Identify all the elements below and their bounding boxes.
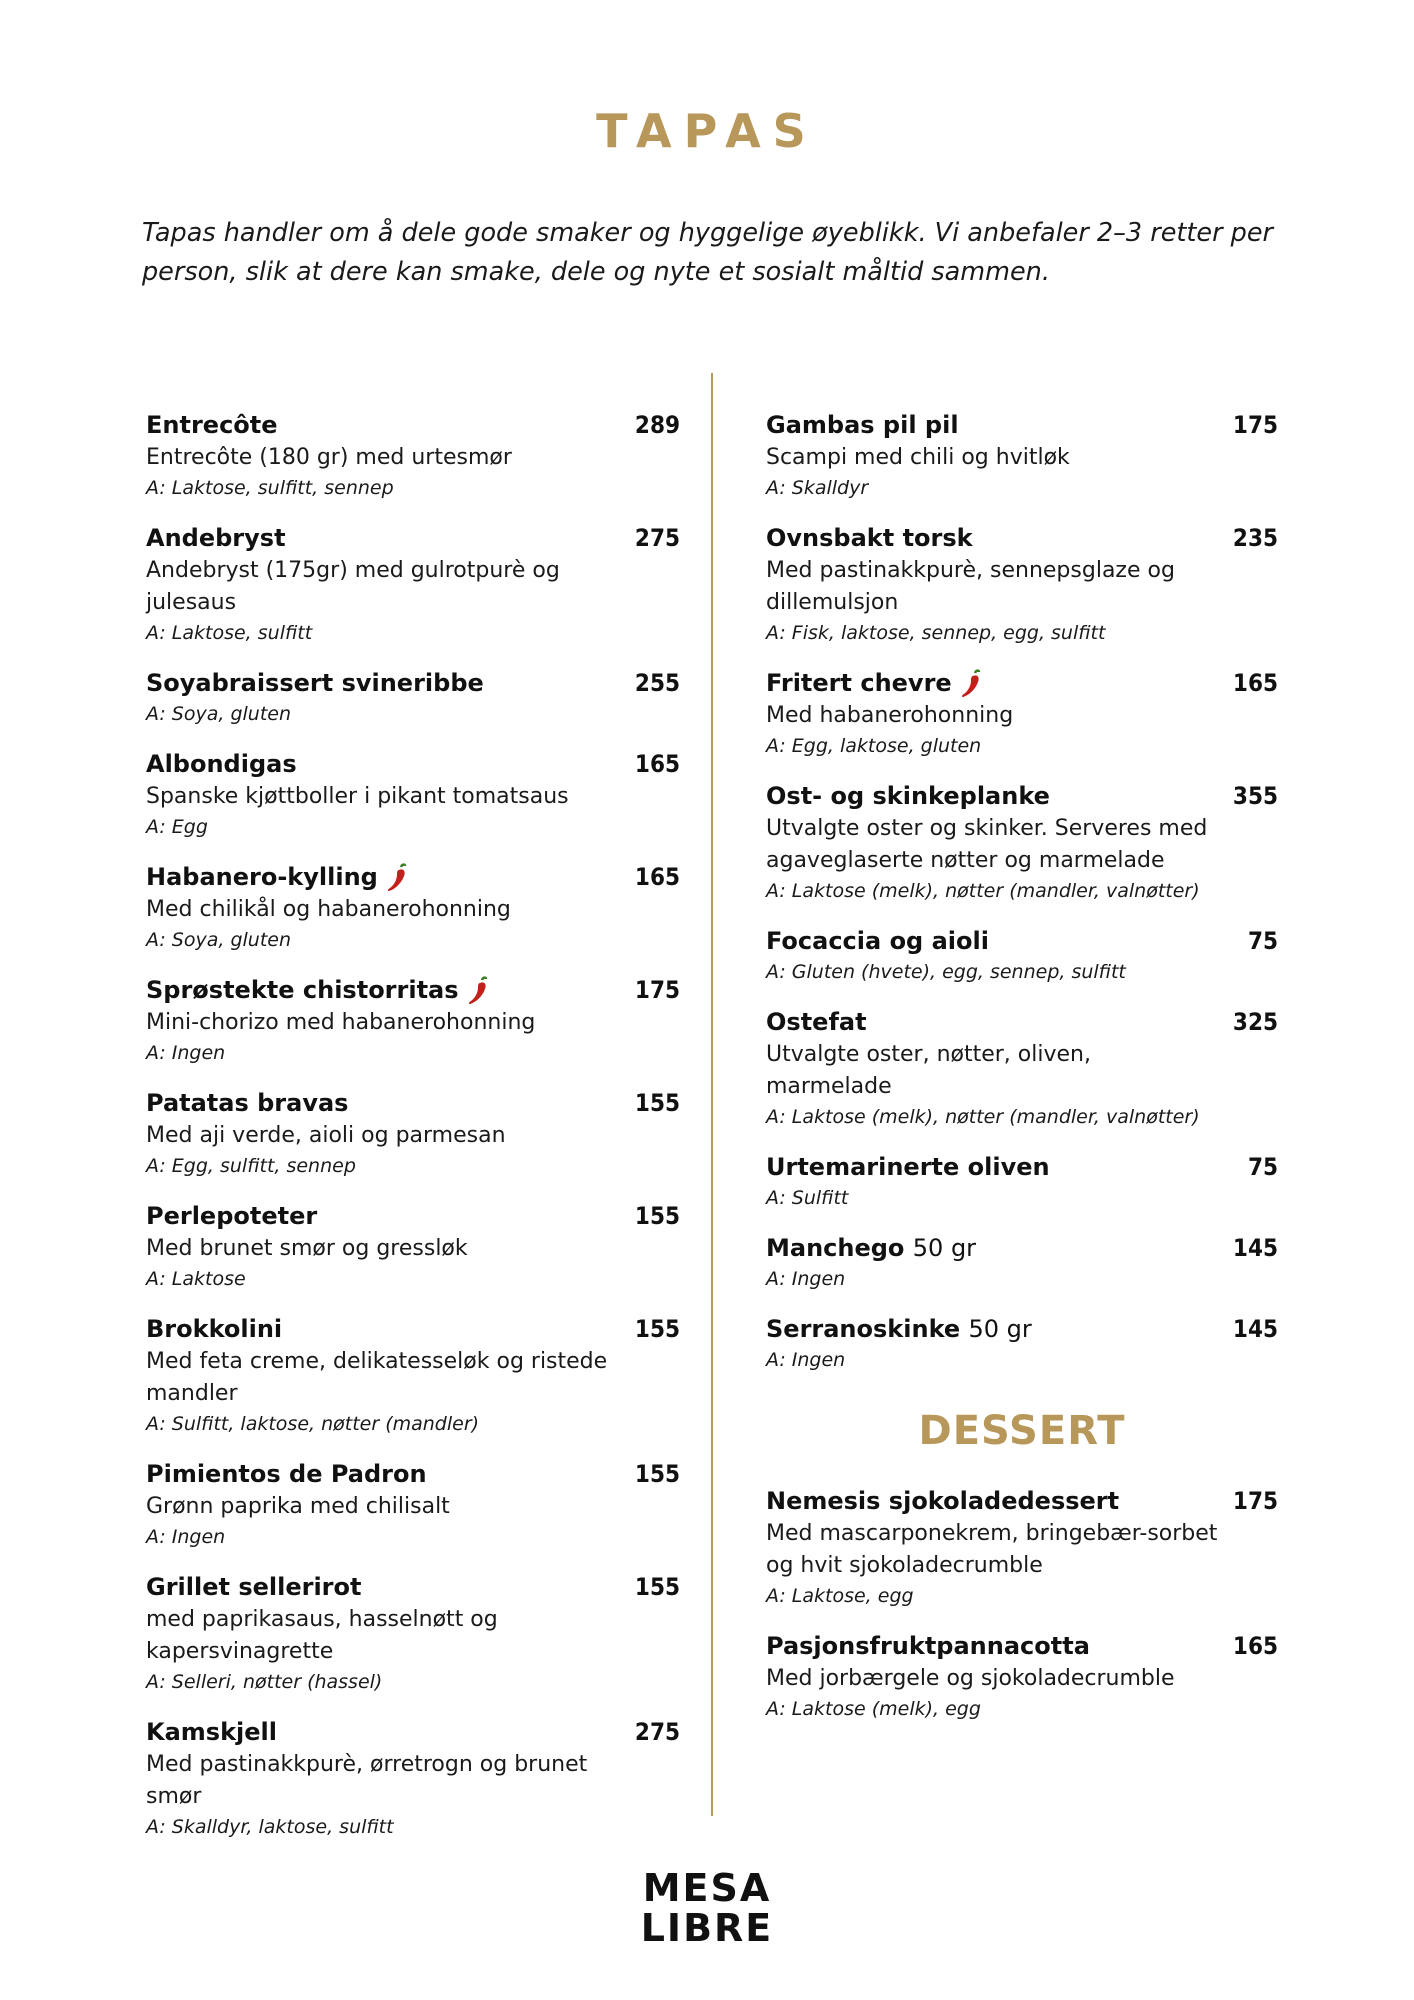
item-price: 325 bbox=[1232, 1008, 1278, 1036]
item-name: Sprøstekte chistorritas bbox=[146, 976, 459, 1004]
menu-item bbox=[766, 408, 1278, 502]
item-name-row bbox=[146, 973, 680, 1007]
item-price: 165 bbox=[634, 750, 680, 778]
item-allergens: A: Sulfitt bbox=[766, 1187, 849, 1209]
item-description: Spanske kjøttboller i pikant tomatsaus bbox=[146, 784, 569, 809]
item-allergens: A: Ingen bbox=[766, 1349, 846, 1371]
item-price: 155 bbox=[634, 1460, 680, 1488]
item-name: Ost- og skinkeplanke bbox=[766, 782, 1050, 810]
menu-item bbox=[766, 1150, 1278, 1212]
menu-item bbox=[146, 1457, 680, 1551]
item-name: Ovnsbakt torsk bbox=[766, 524, 973, 552]
item-price: 145 bbox=[1232, 1315, 1278, 1343]
item-allergens: A: Sulfitt, laktose, nøtter (mandler) bbox=[146, 1413, 480, 1435]
item-price: 165 bbox=[1232, 669, 1278, 697]
chili-pepper-icon bbox=[467, 976, 489, 1006]
item-name: Focaccia og aioli bbox=[766, 927, 989, 955]
right-menu-column bbox=[766, 408, 1278, 1742]
item-name: Habanero-kylling bbox=[146, 863, 378, 891]
item-name: Soyabraissert svineribbe bbox=[146, 669, 484, 697]
item-name: Pasjonsfruktpannacotta bbox=[766, 1632, 1090, 1660]
item-name: Urtemarinerte oliven bbox=[766, 1153, 1050, 1181]
item-description: Utvalgte oster, nøtter, oliven, marmelade bbox=[766, 1042, 1091, 1099]
item-description: Med feta creme, delikatesseløk og ristede mandler bbox=[146, 1349, 608, 1406]
menu-item bbox=[146, 747, 680, 841]
item-name-row bbox=[146, 860, 680, 894]
item-description: Med brunet smør og gressløk bbox=[146, 1236, 468, 1261]
logo-line-1: MESA bbox=[642, 1866, 772, 1910]
item-price: 235 bbox=[1232, 524, 1278, 552]
item-description: Mini-chorizo med habanerohonning bbox=[146, 1010, 536, 1035]
menu-item bbox=[766, 1231, 1278, 1293]
menu-item bbox=[146, 1086, 680, 1180]
item-price: 175 bbox=[1232, 1487, 1278, 1515]
item-allergens: A: Fisk, laktose, sennep, egg, sulfitt bbox=[766, 622, 1106, 644]
item-allergens: A: Ingen bbox=[146, 1526, 226, 1548]
menu-item bbox=[766, 1005, 1278, 1131]
page-title: TAPAS bbox=[596, 104, 818, 158]
item-name: Andebryst bbox=[146, 524, 286, 552]
item-allergens: A: Laktose (melk), egg bbox=[766, 1698, 981, 1720]
item-allergens: A: Skalldyr bbox=[766, 477, 869, 499]
item-price: 75 bbox=[1247, 927, 1278, 955]
item-allergens: A: Egg, sulfitt, sennep bbox=[146, 1155, 356, 1177]
item-allergens: A: Laktose, sulfitt, sennep bbox=[146, 477, 394, 499]
item-description: Med pastinakkpurè, ørretrogn og brunet smør bbox=[146, 1752, 588, 1809]
item-price: 165 bbox=[634, 863, 680, 891]
item-price: 175 bbox=[634, 976, 680, 1004]
item-description: Entrecôte (180 gr) med urtesmør bbox=[146, 445, 512, 470]
menu-item bbox=[146, 1570, 680, 1696]
item-name: Gambas pil pil bbox=[766, 411, 959, 439]
chili-pepper-icon bbox=[960, 669, 982, 699]
item-price: 155 bbox=[634, 1573, 680, 1601]
item-allergens: A: Gluten (hvete), egg, sennep, sulfitt bbox=[766, 961, 1126, 983]
item-name: Ostefat bbox=[766, 1008, 867, 1036]
dessert-item bbox=[766, 1484, 1278, 1610]
item-name-row bbox=[766, 1231, 1278, 1265]
item-allergens: A: Ingen bbox=[766, 1268, 846, 1290]
item-description: Utvalgte oster og skinker. Serveres med agaveglaserte nøtter og marmelade bbox=[766, 816, 1208, 873]
menu-item bbox=[146, 408, 680, 502]
item-name: Nemesis sjokoladedessert bbox=[766, 1487, 1120, 1515]
item-name: Perlepoteter bbox=[146, 1202, 318, 1230]
item-name: Kamskjell bbox=[146, 1718, 278, 1746]
menu-item bbox=[146, 1199, 680, 1293]
menu-item bbox=[146, 521, 680, 647]
menu-item bbox=[146, 1312, 680, 1438]
item-allergens: A: Soya, gluten bbox=[146, 929, 292, 951]
item-name: Entrecôte bbox=[146, 411, 278, 439]
item-name: Manchego bbox=[766, 1234, 905, 1262]
item-description: Grønn paprika med chilisalt bbox=[146, 1494, 450, 1519]
menu-item bbox=[766, 779, 1278, 905]
item-description: Andebryst (175gr) med gulrotpurè og julesaus bbox=[146, 558, 560, 615]
item-allergens: A: Ingen bbox=[146, 1042, 226, 1064]
item-description: med paprikasaus, hasselnøtt og kapersvinagrette bbox=[146, 1607, 498, 1664]
menu-item bbox=[146, 1715, 680, 1841]
item-description: Med jorbærgele og sjokoladecrumble bbox=[766, 1666, 1175, 1691]
menu-item bbox=[146, 973, 680, 1067]
item-price: 75 bbox=[1247, 1153, 1278, 1181]
dessert-item bbox=[766, 1629, 1278, 1723]
menu-item bbox=[766, 924, 1278, 986]
item-price: 145 bbox=[1232, 1234, 1278, 1262]
item-name: Fritert chevre bbox=[766, 669, 952, 697]
item-price: 155 bbox=[634, 1202, 680, 1230]
item-name: Serranoskinke bbox=[766, 1315, 961, 1343]
item-description: Med pastinakkpurè, sennepsglaze og dillemulsjon bbox=[766, 558, 1175, 615]
intro-text: Tapas handler om å dele gode smaker og hyggelige øyeblikk. Vi anbefaler 2–3 retter per person, slik at dere kan smake, dele og nyte et sosialt måltid sammen. bbox=[142, 218, 1274, 287]
left-menu-column bbox=[146, 408, 680, 1860]
item-allergens: A: Laktose (melk), nøtter (mandler, valnøtter) bbox=[766, 880, 1200, 902]
item-price: 155 bbox=[634, 1315, 680, 1343]
menu-item bbox=[766, 1312, 1278, 1374]
item-allergens: A: Laktose bbox=[146, 1268, 246, 1290]
menu-item bbox=[146, 666, 680, 728]
item-description: Scampi med chili og hvitløk bbox=[766, 445, 1070, 470]
item-price: 289 bbox=[634, 411, 680, 439]
item-price: 175 bbox=[1232, 411, 1278, 439]
item-name: Pimientos de Padron bbox=[146, 1460, 427, 1488]
item-price: 255 bbox=[634, 669, 680, 697]
item-price: 275 bbox=[634, 1718, 680, 1746]
menu-item bbox=[146, 860, 680, 954]
item-name-row bbox=[766, 666, 1278, 700]
item-allergens: A: Soya, gluten bbox=[146, 703, 292, 725]
item-quantity: 50 gr bbox=[912, 1234, 977, 1262]
logo-line-2: LIBRE bbox=[640, 1906, 774, 1950]
item-description: Med habanerohonning bbox=[766, 703, 1014, 728]
item-description: Med aji verde, aioli og parmesan bbox=[146, 1123, 506, 1148]
item-allergens: A: Laktose, sulfitt bbox=[146, 622, 313, 644]
dessert-heading: DESSERT bbox=[918, 1408, 1126, 1454]
item-name-row bbox=[766, 1312, 1278, 1346]
restaurant-logo bbox=[0, 1868, 1414, 1948]
item-name: Albondigas bbox=[146, 750, 297, 778]
item-price: 275 bbox=[634, 524, 680, 552]
item-name: Patatas bravas bbox=[146, 1089, 349, 1117]
item-quantity: 50 gr bbox=[968, 1315, 1032, 1343]
item-allergens: A: Egg bbox=[146, 816, 208, 838]
item-price: 355 bbox=[1232, 782, 1278, 810]
item-allergens: A: Selleri, nøtter (hassel) bbox=[146, 1671, 383, 1693]
item-allergens: A: Laktose (melk), nøtter (mandler, valnøtter) bbox=[766, 1106, 1200, 1128]
item-name: Grillet sellerirot bbox=[146, 1573, 362, 1601]
item-name: Brokkolini bbox=[146, 1315, 283, 1343]
item-price: 165 bbox=[1232, 1632, 1278, 1660]
chili-pepper-icon bbox=[386, 863, 408, 893]
item-allergens: A: Laktose, egg bbox=[766, 1585, 914, 1607]
item-allergens: A: Skalldyr, laktose, sulfitt bbox=[146, 1816, 394, 1838]
item-description: Med mascarponekrem, bringebær-sorbet og hvit sjokoladecrumble bbox=[766, 1521, 1218, 1578]
menu-item bbox=[766, 521, 1278, 647]
menu-item bbox=[766, 666, 1278, 760]
column-divider bbox=[711, 373, 713, 1816]
item-allergens: A: Egg, laktose, gluten bbox=[766, 735, 982, 757]
item-description: Med chilikål og habanerohonning bbox=[146, 897, 511, 922]
item-price: 155 bbox=[634, 1089, 680, 1117]
